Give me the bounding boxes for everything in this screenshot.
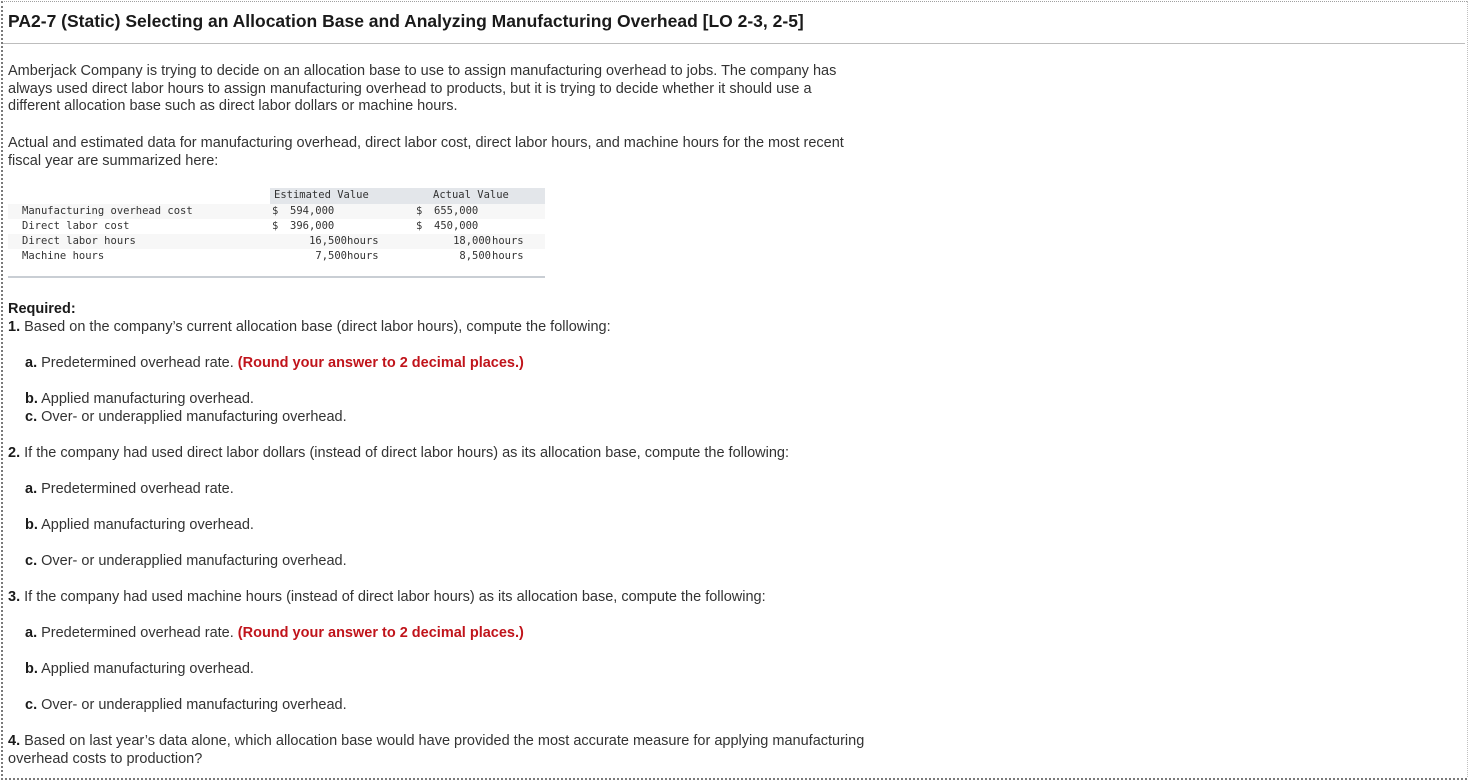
actual-unit: hours (492, 250, 524, 262)
question-number: 3. (8, 589, 21, 605)
part-letter: b. (25, 391, 38, 407)
question-number: 1. (8, 319, 21, 335)
part-letter: a. (25, 625, 38, 641)
table-row (8, 204, 545, 219)
question-2 (8, 445, 789, 463)
data-intro-line: Actual and estimated data for manufacturing overhead, direct labor cost, direct labor hours, and machine hours for the most recent (8, 135, 844, 151)
question-2b (25, 517, 254, 535)
header-actual: Actual Value (433, 189, 509, 201)
question-text: overhead costs to production? (8, 751, 203, 767)
table-row (8, 234, 545, 249)
estimated-value: 16,500 (309, 235, 347, 247)
header-estimated: Estimated Value (274, 189, 369, 201)
estimated-unit: hours (347, 235, 379, 247)
question-3c (25, 697, 347, 715)
table-header-row (8, 188, 545, 204)
rounding-hint: (Round your answer to 2 decimal places.) (237, 625, 524, 641)
actual-currency: $ (416, 220, 423, 232)
intro-line: Amberjack Company is trying to decide on an allocation base to use to assign manufacturing overhead to jobs. The company has (8, 63, 837, 79)
question-text: Based on the company’s current allocation base (direct labor hours), compute the following: (20, 319, 611, 335)
part-letter: c. (25, 553, 38, 569)
row-label: Machine hours (22, 250, 105, 262)
question-1c (25, 409, 347, 427)
question-2c (25, 553, 347, 571)
row-label: Direct labor hours (22, 235, 136, 247)
estimated-value: 396,000 (290, 220, 335, 232)
estimated-unit: hours (347, 250, 379, 262)
question-2a (25, 481, 234, 499)
part-text: Over- or underapplied manufacturing overhead. (37, 553, 347, 569)
estimated-currency: $ (272, 220, 279, 232)
problem-title: PA2-7 (Static) Selecting an Allocation Base and Analyzing Manufacturing Overhead [LO 2-3, 2-5] (8, 11, 804, 31)
question-number: 4. (8, 733, 21, 749)
actual-value: 450,000 (434, 220, 479, 232)
part-letter: b. (25, 517, 38, 533)
intro-line: always used direct labor hours to assign manufacturing overhead to products, but it is trying to decide whether it should use a (8, 80, 812, 97)
overhead-data-table (8, 188, 545, 278)
part-letter: a. (25, 355, 38, 371)
part-letter: b. (25, 661, 38, 677)
part-text: Predetermined overhead rate. (37, 481, 234, 497)
part-letter: c. (25, 697, 38, 713)
actual-unit: hours (492, 235, 524, 247)
question-3 (8, 589, 766, 607)
question-number: 2. (8, 445, 21, 461)
part-letter: a. (25, 481, 38, 497)
table-bottom-rule (8, 264, 545, 278)
question-text: If the company had used direct labor dollars (instead of direct labor hours) as its allocation base, compute the following: (20, 445, 790, 461)
question-1a (25, 355, 524, 373)
question-1 (8, 319, 611, 337)
intro-paragraph (8, 63, 836, 116)
data-intro-paragraph (8, 135, 844, 170)
actual-currency: $ (416, 205, 423, 217)
question-text: Based on last year’s data alone, which allocation base would have provided the most accurate measure for applying manufacturing (20, 733, 865, 749)
part-text: Predetermined overhead rate. (37, 625, 238, 641)
rounding-hint: (Round your answer to 2 decimal places.) (237, 355, 524, 371)
estimated-value: 594,000 (290, 205, 335, 217)
actual-value: 8,500 (459, 250, 491, 262)
table-row (8, 249, 545, 264)
question-3a (25, 625, 524, 643)
part-text: Applied manufacturing overhead. (37, 661, 254, 677)
row-label: Manufacturing overhead cost (22, 205, 193, 217)
required-heading: Required: (8, 301, 76, 317)
question-4 (8, 733, 864, 751)
actual-value: 655,000 (434, 205, 479, 217)
question-3b (25, 661, 254, 679)
part-text: Over- or underapplied manufacturing overhead. (37, 409, 347, 425)
question-4-continued (8, 751, 202, 769)
part-text: Predetermined overhead rate. (37, 355, 238, 371)
intro-line: different allocation base such as direct labor dollars or machine hours. (8, 98, 458, 114)
data-intro-line: fiscal year are summarized here: (8, 152, 219, 169)
title-divider (3, 43, 1465, 44)
row-label: Direct labor cost (22, 220, 130, 232)
table-row (8, 219, 545, 234)
part-letter: c. (25, 409, 38, 425)
estimated-value: 7,500 (315, 250, 347, 262)
question-1b (25, 391, 254, 409)
part-text: Over- or underapplied manufacturing overhead. (37, 697, 347, 713)
actual-value: 18,000 (453, 235, 491, 247)
part-text: Applied manufacturing overhead. (37, 391, 254, 407)
question-text: If the company had used machine hours (instead of direct labor hours) as its allocation base, compute the following: (20, 589, 766, 605)
estimated-currency: $ (272, 205, 279, 217)
part-text: Applied manufacturing overhead. (37, 517, 254, 533)
